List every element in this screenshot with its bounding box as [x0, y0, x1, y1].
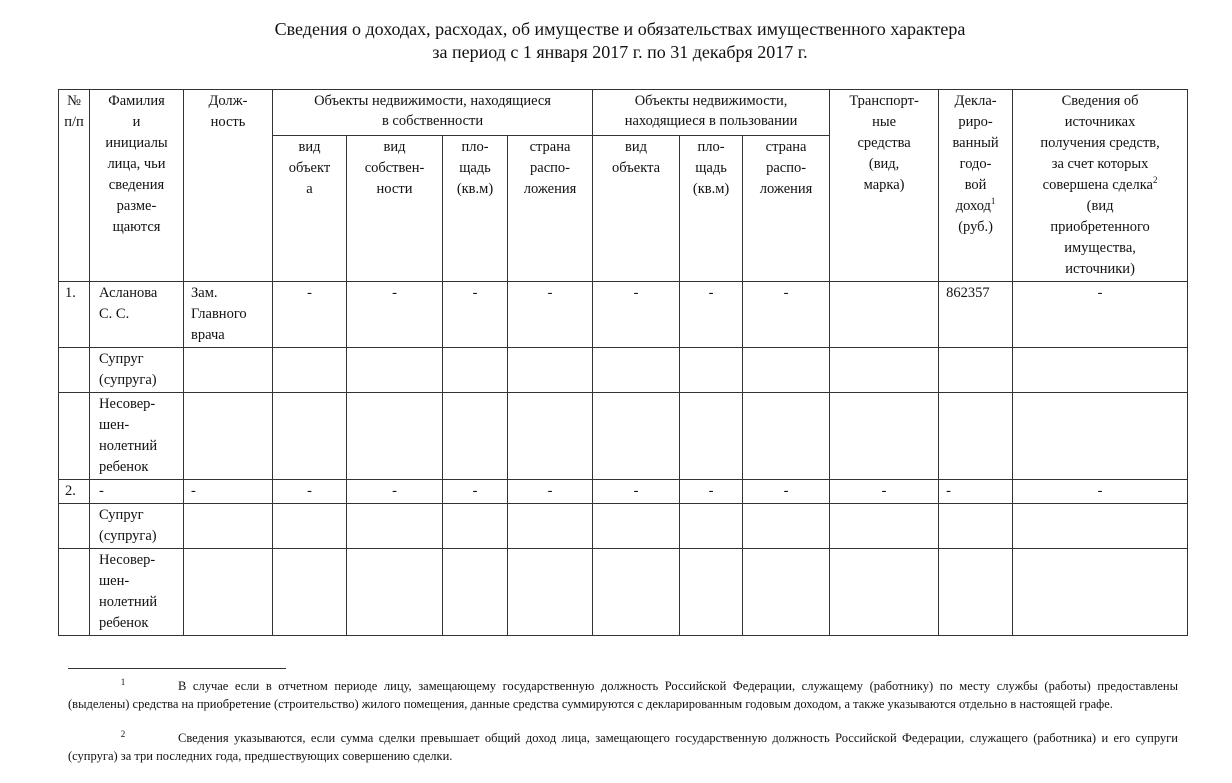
row-cell [743, 504, 830, 549]
row-name [90, 393, 184, 480]
header-owned-ownership [347, 136, 443, 282]
header-owned-country-line: ложения [523, 181, 577, 198]
row-name-line: ребенок [99, 615, 149, 631]
footnote-ref: 2 [1152, 175, 1158, 186]
row-name-line: Несовер- [99, 396, 156, 412]
row-cell [830, 282, 939, 348]
header-used-country-line: распо- [766, 160, 807, 177]
header-used-group-line: находящиеся в пользовании [624, 113, 798, 129]
row-cell: 862357 [939, 282, 1013, 348]
row-cell [830, 549, 939, 636]
footnote-1: 1 В случае если в отчетном периоде лицу, замещающему государственную должность Российской Федерации, служащему (работнику) по месту службы (работы) предоставлены (выделены) средства на приобретение (строительство) жилого помещения, данные средства суммируются с декларированным годовым доходом, а также указываются отдельно в настоящей графе. [68, 676, 1178, 711]
row-cell [443, 504, 508, 549]
header-owned-country [508, 136, 593, 282]
row-cell [273, 393, 347, 480]
header-transport [830, 90, 939, 282]
row-cell [443, 348, 508, 393]
row-cell [1013, 348, 1188, 393]
header-owned-type-line: объект [288, 160, 331, 177]
header-sources-line: совершена сделка [1042, 177, 1153, 193]
header-name-line: инициалы [105, 135, 168, 151]
row-number: 1. [59, 282, 90, 348]
header-used-country-line: страна [765, 139, 807, 156]
header-owned-area-line: щадь [459, 160, 491, 177]
header-sources-line: (вид [1086, 198, 1114, 214]
row-cell [939, 504, 1013, 549]
row-position [184, 348, 273, 393]
header-income-line: доход [955, 198, 991, 214]
row-name-line: нолетний [99, 594, 158, 610]
row-position-line: Главного [191, 306, 247, 322]
row-cell [508, 504, 593, 549]
row-cell [743, 549, 830, 636]
header-used-area [680, 136, 743, 282]
row-name-line: С. С. [99, 306, 130, 322]
header-used-type-line: вид [625, 139, 648, 156]
header-used-country [743, 136, 830, 282]
row-cell [273, 348, 347, 393]
row-cell: - [273, 480, 347, 504]
row-number [59, 393, 90, 480]
header-owned-ownership-line: ности [376, 181, 413, 198]
row-name [90, 348, 184, 393]
header-sources-line: Сведения об [1061, 93, 1139, 109]
row-cell [508, 393, 593, 480]
document-title [0, 18, 1232, 64]
row-cell [680, 348, 743, 393]
header-name [90, 90, 184, 282]
footnote-ref: 1 [990, 196, 996, 207]
header-sources [1013, 90, 1188, 282]
row-name-line: Асланова [99, 285, 158, 301]
row-name-line: Супруг [99, 507, 144, 523]
header-owned-type-line: вид [298, 139, 321, 156]
header-sources-line: за счет которых [1051, 156, 1149, 172]
row-number: 2. [59, 480, 90, 504]
header-income-line: риро- [958, 114, 993, 130]
header-income-line: вой [964, 177, 987, 193]
header-name-line: лица, чьи [107, 156, 166, 172]
row-position [184, 480, 273, 504]
row-cell [508, 348, 593, 393]
header-owned-ownership-line: собствен- [364, 160, 425, 177]
header-name-line: Фамилия [108, 93, 165, 109]
header-row [59, 90, 1188, 136]
header-used-area-line: (кв.м) [692, 181, 730, 198]
row-position-line: - [191, 483, 196, 499]
row-cell [743, 393, 830, 480]
row-position [184, 504, 273, 549]
row-cell [743, 348, 830, 393]
header-income-line: Декла- [954, 93, 997, 109]
header-position [184, 90, 273, 282]
title-line-2: за период с 1 января 2017 г. по 31 декабря 2017 г. [432, 42, 808, 62]
row-name [90, 480, 184, 504]
row-name-line: Супруг [99, 351, 144, 367]
footnote-2-text: Сведения указываются, если сумма сделки превышает общий доход лица, замещающего государственную должность Российской Федерации, служащего (работника) и его супруги (супруга) за три последних года, предшествующих совершению сделки. [68, 731, 1178, 763]
table-row [59, 504, 1188, 549]
header-owned-ownership-line: вид [383, 139, 406, 156]
row-cell: - [680, 282, 743, 348]
header-num-line: № [67, 93, 81, 109]
row-name-line: (супруга) [99, 528, 157, 544]
row-cell [347, 504, 443, 549]
row-number [59, 348, 90, 393]
header-sources-line: источниках [1064, 114, 1136, 130]
header-name-line: сведения [108, 177, 165, 193]
row-number [59, 504, 90, 549]
header-transport-line: ные [872, 114, 897, 130]
header-owned-area [443, 136, 508, 282]
row-cell [830, 348, 939, 393]
row-cell: - [680, 480, 743, 504]
row-cell: - [1013, 480, 1188, 504]
header-income-line: годо- [959, 156, 992, 172]
row-name-line: ребенок [99, 459, 149, 475]
row-position-line: Зам. [191, 285, 218, 301]
header-transport-line: средства [857, 135, 911, 151]
header-owned-group-line: в собственности [381, 113, 484, 129]
row-cell: - [593, 480, 680, 504]
header-num [59, 90, 90, 282]
row-cell: - [830, 480, 939, 504]
row-cell [443, 549, 508, 636]
row-name-line: Несовер- [99, 552, 156, 568]
row-name [90, 504, 184, 549]
header-transport-line: (вид, [868, 156, 900, 172]
row-position [184, 282, 273, 348]
row-cell [830, 393, 939, 480]
row-cell [680, 393, 743, 480]
row-position [184, 393, 273, 480]
header-used-group-line: Объекты недвижимости, [634, 93, 788, 109]
row-cell [680, 504, 743, 549]
header-transport-line: марка) [863, 177, 905, 193]
row-cell [939, 549, 1013, 636]
header-name-line: и [132, 114, 141, 130]
row-cell [443, 393, 508, 480]
header-num-line: п/п [64, 114, 84, 130]
header-used-group [593, 90, 830, 136]
row-cell: - [508, 282, 593, 348]
row-cell [347, 549, 443, 636]
row-cell [593, 549, 680, 636]
table-row [59, 480, 1188, 504]
header-owned-group [273, 90, 593, 136]
header-owned-group-line: Объекты недвижимости, находящиеся [314, 93, 551, 109]
footnote-separator [68, 668, 286, 669]
row-cell: - [347, 282, 443, 348]
row-cell: - [743, 282, 830, 348]
row-name [90, 282, 184, 348]
row-cell: - [939, 480, 1013, 504]
row-cell: - [273, 282, 347, 348]
header-name-line: щаются [112, 219, 161, 235]
header-position-line: Долж- [208, 93, 248, 109]
header-transport-line: Транспорт- [849, 93, 919, 109]
row-cell: - [1013, 282, 1188, 348]
table-row [59, 348, 1188, 393]
row-cell [939, 393, 1013, 480]
header-income [939, 90, 1013, 282]
footnote-1-text: В случае если в отчетном периоде лицу, замещающему государственную должность Российской Федерации, служащему (работнику) по месту службы (работы) предоставлены (выделены) средства на приобретение (строительство) жилого помещения, данные средства суммируются с декларированным годовым доходом, а также указываются отдельно в настоящей графе. [68, 679, 1178, 711]
header-income-line: ванный [952, 135, 999, 151]
row-cell: - [743, 480, 830, 504]
header-used-country-line: ложения [759, 181, 813, 198]
header-owned-country-line: страна [529, 139, 571, 156]
header-owned-type [273, 136, 347, 282]
header-name-line: разме- [116, 198, 157, 214]
declaration-table [58, 89, 1188, 636]
row-name-line: шен- [99, 417, 130, 433]
header-used-area-line: пло- [697, 139, 725, 156]
row-cell [508, 549, 593, 636]
row-name-line: (супруга) [99, 372, 157, 388]
header-sources-line: имущества, [1064, 240, 1136, 256]
row-cell [347, 393, 443, 480]
row-cell [1013, 549, 1188, 636]
row-cell: - [508, 480, 593, 504]
row-cell [939, 348, 1013, 393]
row-cell [593, 504, 680, 549]
row-cell: - [443, 282, 508, 348]
header-position-line: ность [210, 114, 246, 130]
row-cell [680, 549, 743, 636]
footnote-2: 2 Сведения указываются, если сумма сделки превышает общий доход лица, замещающего государственную должность Российской Федерации, служащего (работника) и его супруги (супруга) за три последних года, предшествующих совершению сделки. [68, 728, 1178, 763]
row-cell: - [593, 282, 680, 348]
row-position [184, 549, 273, 636]
header-sources-line: приобретенного [1050, 219, 1150, 235]
row-cell: - [347, 480, 443, 504]
header-used-type [593, 136, 680, 282]
row-position-line: врача [191, 327, 225, 343]
header-owned-area-line: пло- [461, 139, 489, 156]
header-sources-line: источники) [1065, 261, 1135, 277]
header-income-line: (руб.) [958, 219, 993, 235]
row-cell: - [443, 480, 508, 504]
header-owned-type-line: а [306, 181, 313, 198]
row-cell [830, 504, 939, 549]
header-used-type-line: объекта [612, 160, 661, 177]
row-cell [347, 348, 443, 393]
header-owned-area-line: (кв.м) [456, 181, 494, 198]
table-row [59, 549, 1188, 636]
row-cell [273, 504, 347, 549]
table-row [59, 393, 1188, 480]
row-cell [1013, 393, 1188, 480]
header-owned-country-line: распо- [530, 160, 570, 177]
header-sources-line: получения средств, [1040, 135, 1160, 151]
row-cell [593, 348, 680, 393]
row-name-line: нолетний [99, 438, 158, 454]
row-name [90, 549, 184, 636]
row-cell [273, 549, 347, 636]
header-used-area-line: щадь [695, 160, 727, 177]
row-name-line: шен- [99, 573, 130, 589]
row-cell [1013, 504, 1188, 549]
row-name-line: - [99, 483, 104, 499]
row-number [59, 549, 90, 636]
table-row [59, 282, 1188, 348]
row-cell [593, 393, 680, 480]
title-line-1: Сведения о доходах, расходах, об имуществе и обязательствах имущественного характера [274, 19, 966, 39]
